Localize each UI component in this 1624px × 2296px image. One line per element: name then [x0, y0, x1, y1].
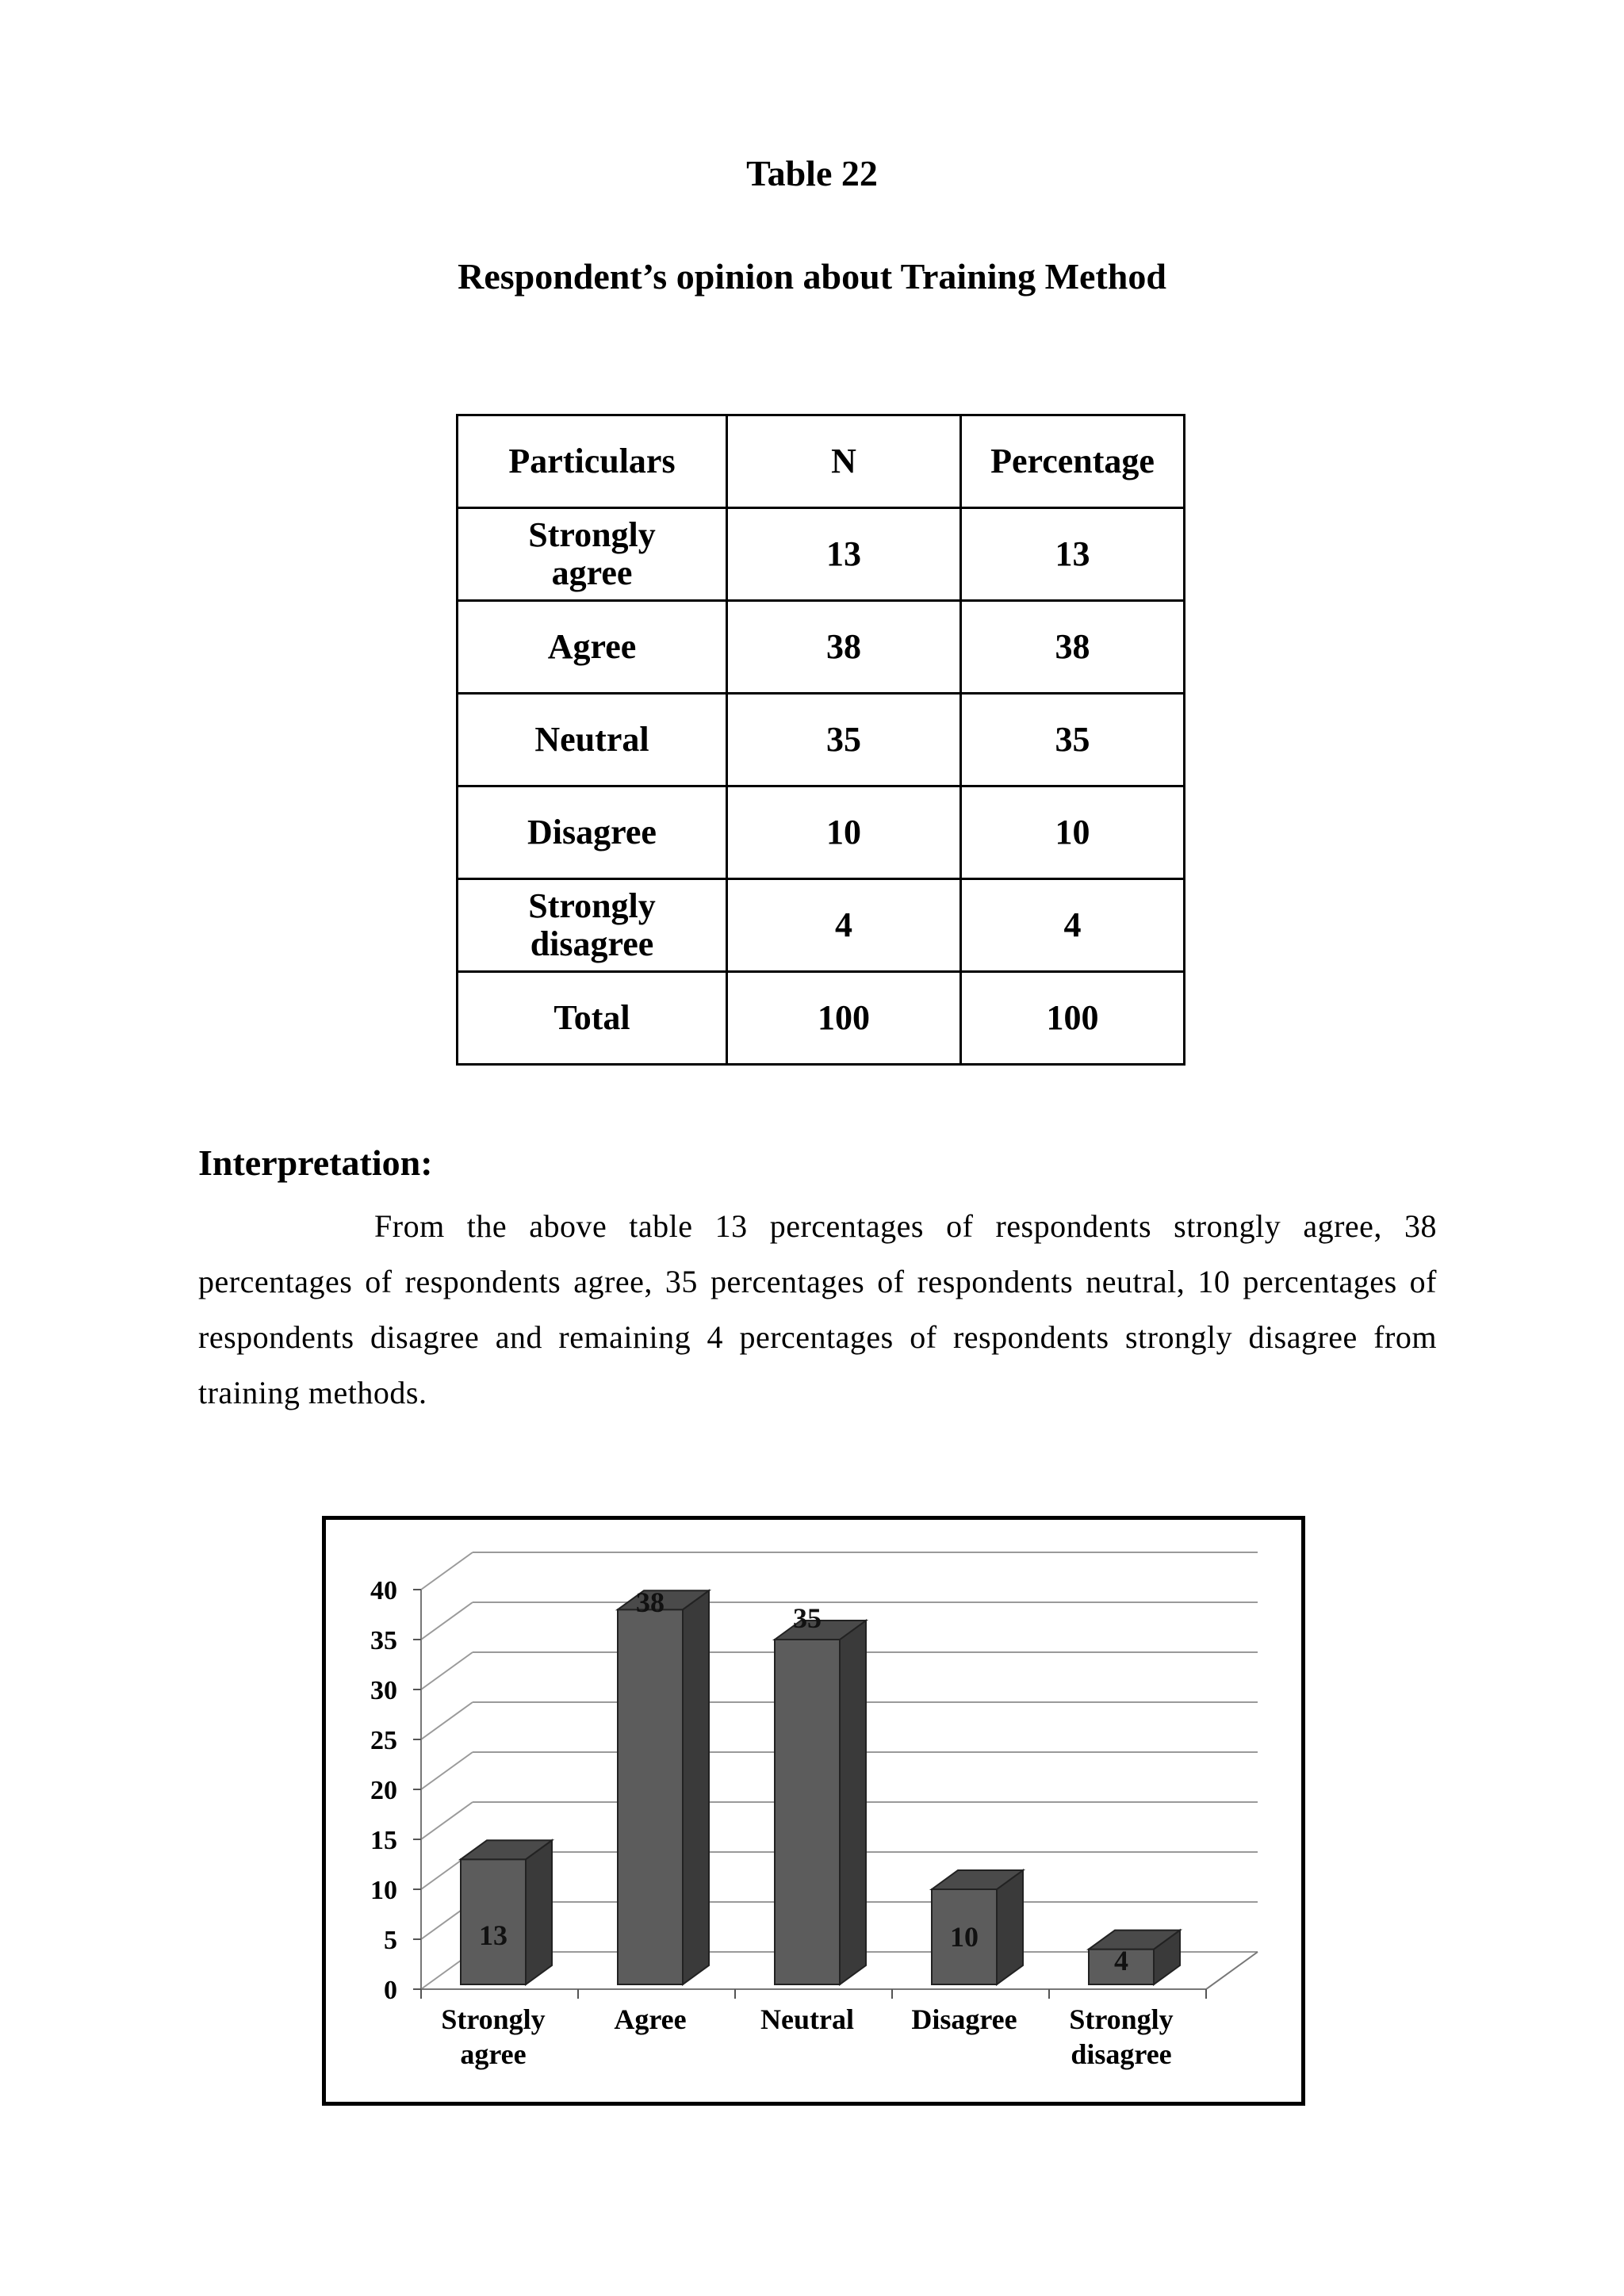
x-tick-label [441, 2003, 545, 2070]
x-tick-label [760, 2003, 854, 2035]
header-particulars: Particulars [458, 415, 727, 508]
bar-chart [326, 1520, 1301, 2102]
row-percentage: 35 [961, 694, 1185, 786]
data-label: 13 [479, 1919, 508, 1951]
interpretation-heading: Interpretation: [198, 1142, 433, 1183]
gridline-side [421, 1602, 473, 1640]
table-row [458, 601, 1185, 694]
row-particular [458, 879, 727, 972]
row-particular: Neutral [458, 694, 727, 786]
bar-side [840, 1621, 866, 1984]
table-total-row [458, 972, 1185, 1065]
row-percentage: 38 [961, 601, 1185, 694]
gridline-side [421, 1652, 473, 1689]
particular-line: agree [551, 553, 633, 592]
y-tick-label: 0 [384, 1976, 397, 2005]
x-tick-label-line: Strongly [441, 2003, 546, 2035]
y-tick-label: 15 [370, 1826, 397, 1855]
table-row [458, 694, 1185, 786]
y-tick-label: 25 [370, 1726, 397, 1755]
floor-right-edge [1206, 1952, 1258, 1989]
x-tick-label-line: Disagree [911, 2003, 1017, 2035]
row-percentage: 10 [961, 786, 1185, 879]
y-tick-label: 40 [370, 1576, 397, 1605]
table-label: Table 22 [746, 153, 878, 193]
table-header-row [458, 415, 1185, 508]
table-row [458, 508, 1185, 601]
row-n: 35 [727, 694, 961, 786]
row-percentage: 13 [961, 508, 1185, 601]
table-caption: Respondent’s opinion about Training Method [458, 256, 1166, 297]
bar-side [526, 1840, 552, 1984]
x-tick-label-line: Strongly [1069, 2003, 1174, 2035]
x-tick-label-line: disagree [1071, 2038, 1172, 2070]
data-label: 38 [636, 1586, 665, 1618]
table-row [458, 879, 1185, 972]
y-tick-label: 30 [370, 1676, 397, 1705]
header-n: N [727, 415, 961, 508]
gridline-side [421, 1752, 473, 1789]
data-table [456, 414, 1185, 1066]
chart-frame [322, 1516, 1305, 2106]
row-n: 4 [727, 879, 961, 972]
row-particular: Total [458, 972, 727, 1065]
x-tick-label [1069, 2003, 1173, 2070]
row-n: 38 [727, 601, 961, 694]
header-percentage: Percentage [961, 415, 1185, 508]
bar-side [683, 1590, 709, 1984]
gridline-side [421, 1802, 473, 1839]
row-particular [458, 508, 727, 601]
particular-line: Strongly [528, 515, 656, 554]
gridline-side [421, 1702, 473, 1739]
bar [618, 1609, 683, 1984]
x-tick-label-line: agree [460, 2038, 527, 2070]
x-tick-label [614, 2003, 686, 2035]
row-particular: Disagree [458, 786, 727, 879]
gridline-side [421, 1552, 473, 1590]
data-label: 10 [950, 1921, 979, 1953]
row-n: 100 [727, 972, 961, 1065]
x-tick-label-line: Neutral [760, 2003, 854, 2035]
data-label: 35 [793, 1602, 822, 1634]
x-tick-label-line: Agree [614, 2003, 687, 2035]
particular-line: disagree [530, 924, 654, 963]
y-tick-label: 10 [370, 1876, 397, 1905]
x-tick-label [911, 2003, 1017, 2035]
row-percentage: 4 [961, 879, 1185, 972]
interpretation-paragraph: From the above table 13 percentages of respondents strongly agree, 38 percentages of respondents agree, 35 percentages of respondents neutral, 10 percentages of respondents disagree and remaining 4 percentages of respondents strongly disagree from training methods. [198, 1208, 1437, 1410]
table-row [458, 786, 1185, 879]
y-tick-label: 35 [370, 1626, 397, 1655]
data-label: 4 [1114, 1945, 1128, 1976]
row-particular: Agree [458, 601, 727, 694]
particular-line: Strongly [528, 886, 656, 925]
row-n: 13 [727, 508, 961, 601]
y-tick-label: 20 [370, 1776, 397, 1805]
bar [775, 1640, 840, 1984]
row-n: 10 [727, 786, 961, 879]
row-percentage: 100 [961, 972, 1185, 1065]
y-tick-label: 5 [384, 1926, 397, 1955]
